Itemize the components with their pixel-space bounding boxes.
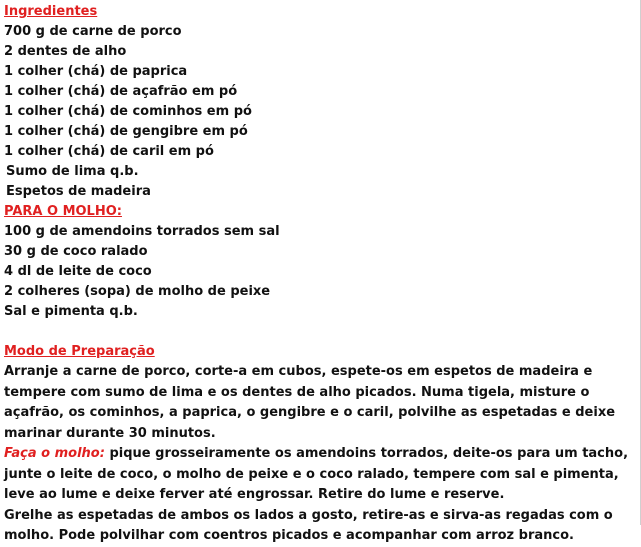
sauce-step-label: Faça o molho: [4, 446, 105, 461]
ingredient-item: 1 colher (chá) de paprica [4, 64, 188, 79]
ingredient-item: Espetos de madeira [6, 184, 151, 199]
ingredient-item: 1 colher (chá) de cominhos em pó [4, 104, 252, 119]
sauce-item: 30 g de coco ralado [4, 244, 148, 259]
preparation-paragraph-sauce [4, 444, 636, 506]
ingredient-item: 2 dentes de alho [4, 44, 127, 59]
sauce-item: 100 g de amendoins torrados sem sal [4, 224, 280, 239]
ingredient-item: 700 g de carne de porco [4, 24, 182, 39]
ingredients-heading: Ingredientes [4, 4, 98, 19]
preparation-heading: Modo de Preparação [4, 344, 155, 359]
preparation-paragraph-marinade: Arranje a carne de porco, corte-a em cubos, espete-os em espetos de madeira e tempere com sumo de lima e os dentes de alho picados. Numa tigela, misture o açafrão, os cominhos, a paprica, o gengibre e o caril, polvilhe as espetadas e deixe marinar durante 30 minutos. [4, 364, 616, 441]
sauce-item: 4 dl de leite de coco [4, 264, 152, 279]
ingredient-item: 1 colher (chá) de gengibre em pó [4, 124, 248, 139]
sauce-heading: PARA O MOLHO: [4, 204, 122, 219]
preparation-paragraph-grill: Grelhe as espetadas de ambos os lados a gosto, retire-as e sirva-as regadas com o molho. Pode polvilhar com coentros picados e acompanhar com arroz branco. [4, 507, 613, 543]
sauce-item: Sal e pimenta q.b. [4, 304, 138, 319]
sauce-item: 2 colheres (sopa) de molho de peixe [4, 284, 271, 299]
ingredient-item: Sumo de lima q.b. [6, 164, 139, 179]
ingredient-item: 1 colher (chá) de caril em pó [4, 144, 214, 159]
sauce-step-text: pique grosseiramente os amendoins torrados, deite-os para um tacho, junte o leite de coco, o molho de peixe e o coco ralado, tempere com sal e pimenta, leve ao lume e deixe ferver até engrossar. Retire do lume e reserve. [4, 446, 629, 502]
ingredient-item: 1 colher (chá) de açafrão em pó [4, 84, 238, 99]
spacer [4, 322, 636, 342]
